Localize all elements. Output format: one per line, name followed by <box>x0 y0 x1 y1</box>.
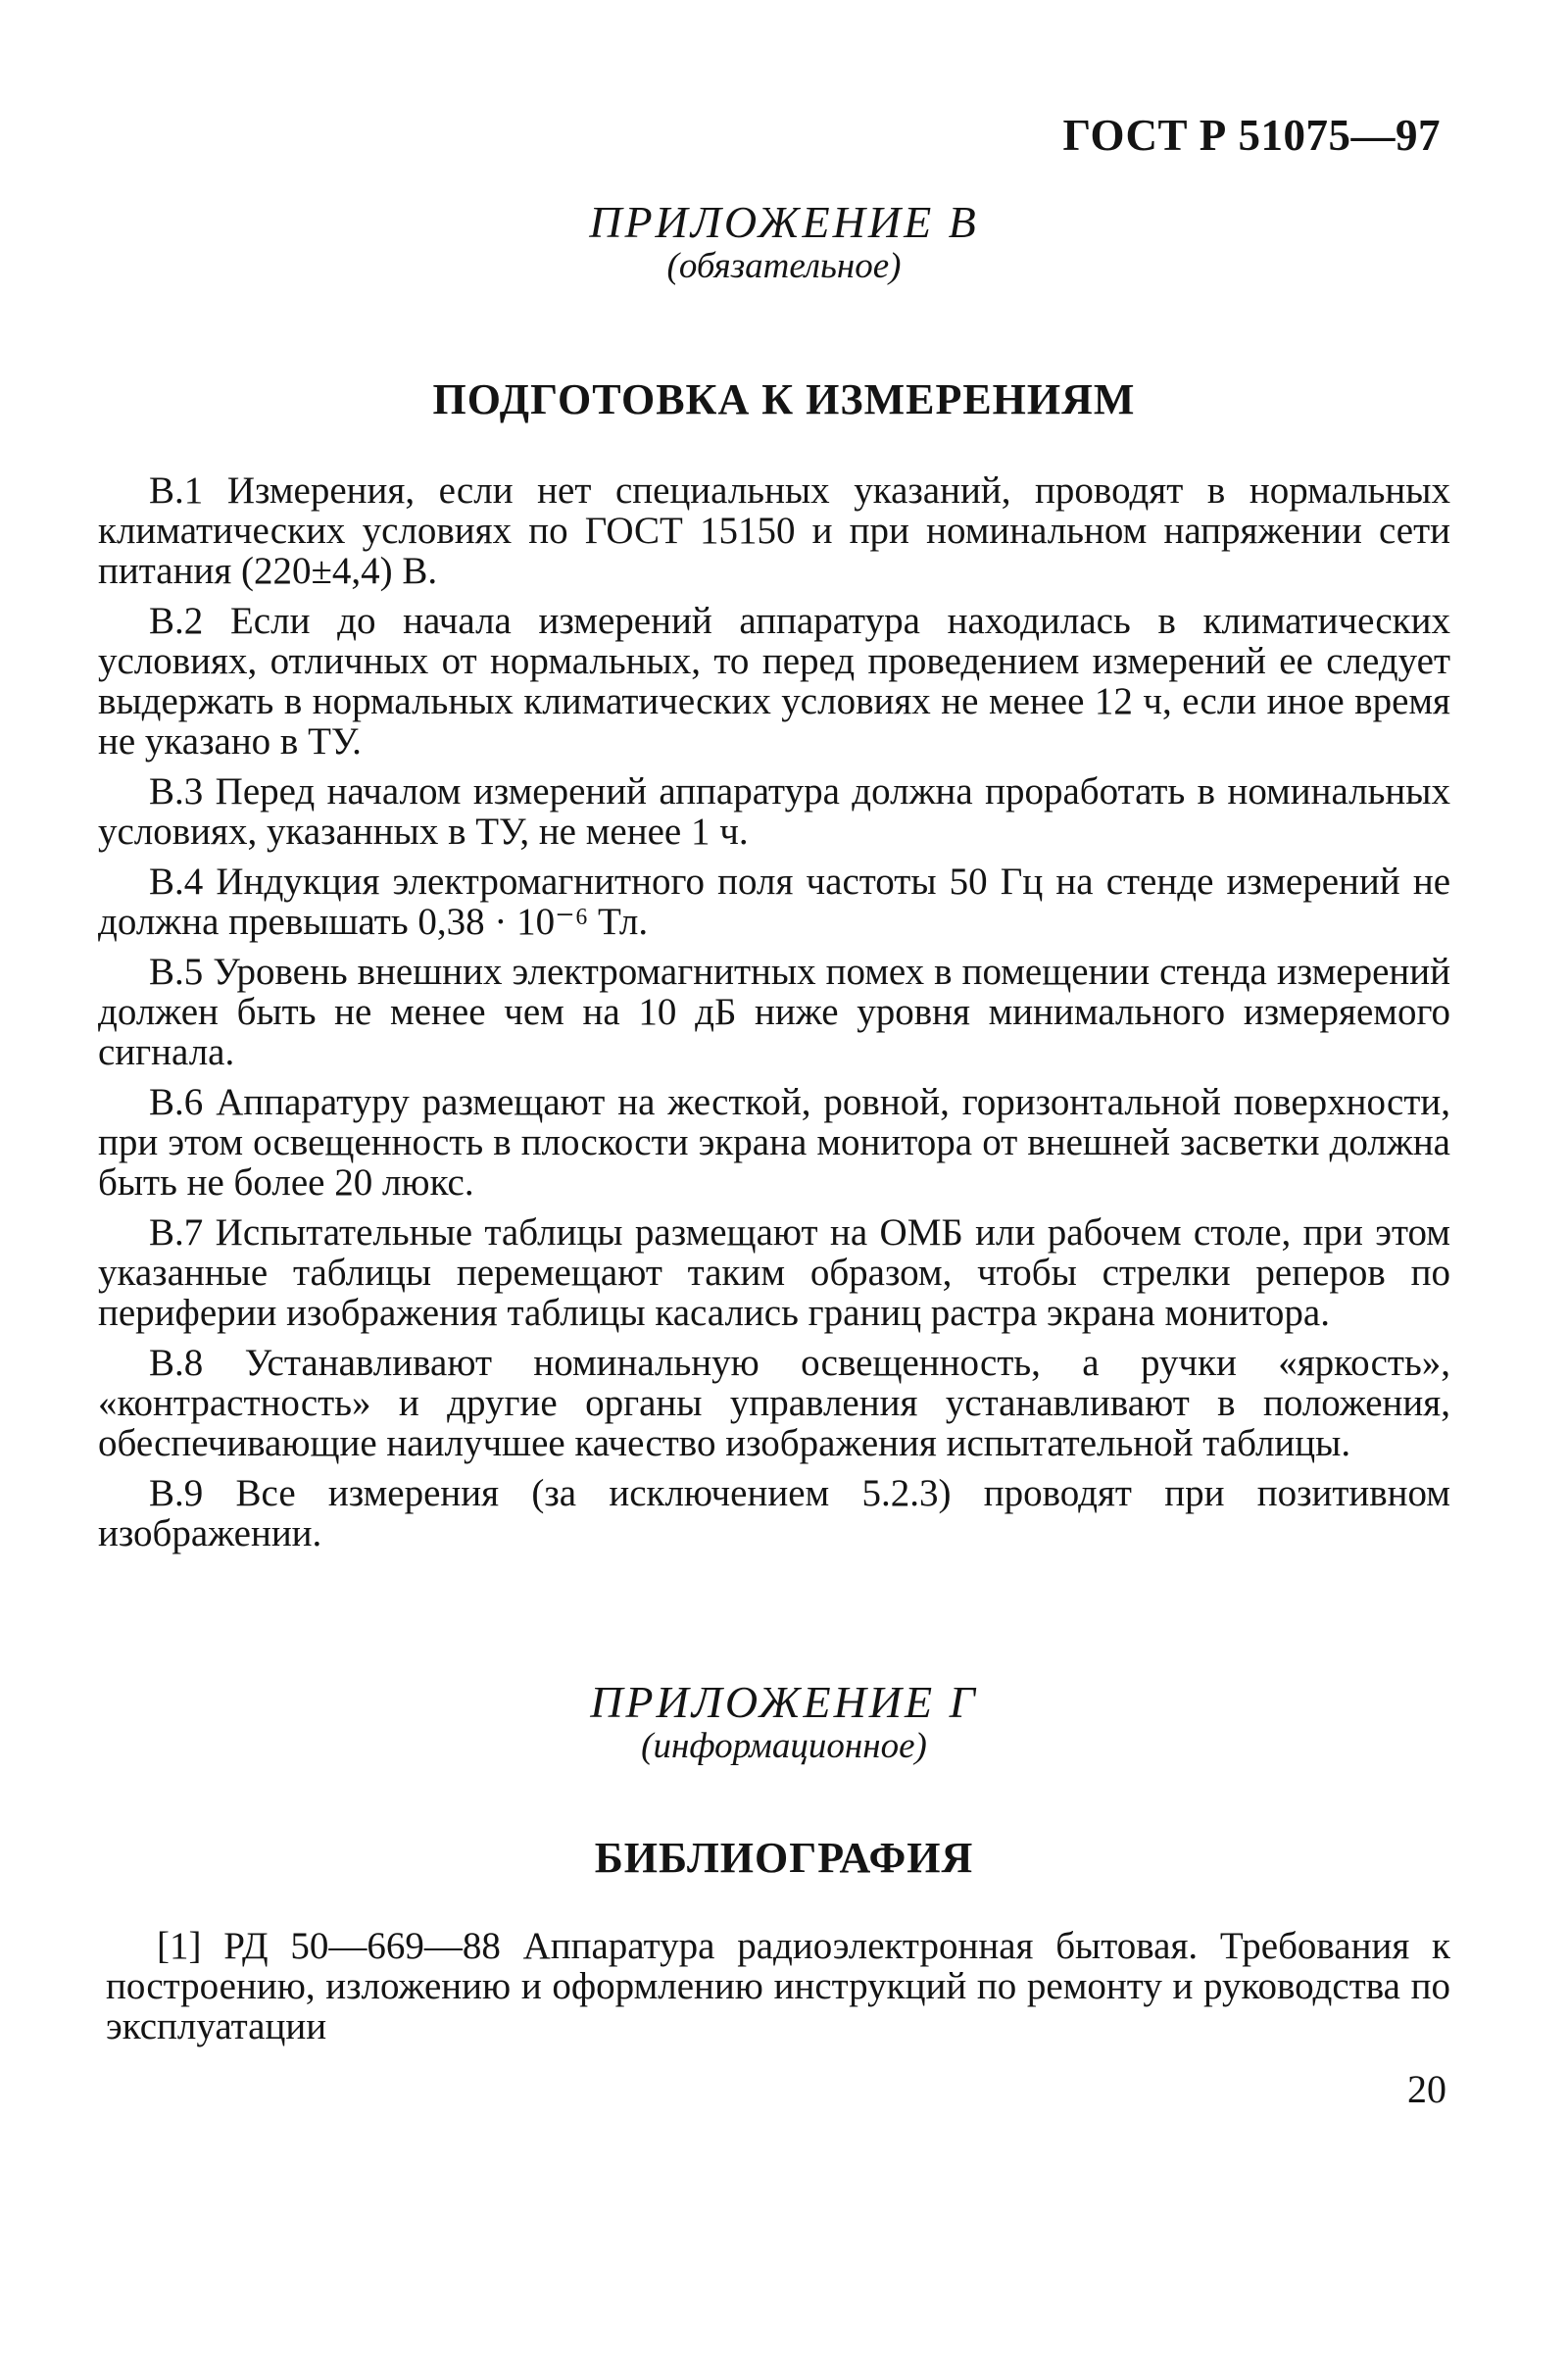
appendix-b-title: ПРИЛОЖЕНИЕ В <box>589 197 979 247</box>
bibliography-list <box>106 1926 1450 2046</box>
paragraph-b5: В.5 Уровень внешних электромагнитных помех в помещении стенда измерений должен быть не менее чем на 10 дБ ниже уровня минимального измеряемого сигнала. <box>98 951 1450 1073</box>
paragraph-b4: В.4 Индукция электромагнитного поля частоты 50 Гц на стенде измерений не должна превышать 0,38 · 10⁻⁶ Тл. <box>98 861 1450 943</box>
paragraph-b7: В.7 Испытательные таблицы размещают на ОМБ или рабочем столе, при этом указанные таблицы перемещают таким образом, чтобы стрелки реперов по периферии изображения таблицы касались границ растра экрана монитора. <box>98 1211 1450 1334</box>
paragraph-b1: В.1 Измерения, если нет специальных указаний, проводят в нормальных климатических условиях по ГОСТ 15150 и при номинальном напряжении сети питания (220±4,4) В. <box>98 469 1450 592</box>
appendix-g-title: ПРИЛОЖЕНИЕ Г <box>590 1677 978 1727</box>
appendix-b-body <box>98 470 1450 1563</box>
paragraph-b9: В.9 Все измерения (за исключением 5.2.3) проводят при позитивном изображении. <box>98 1472 1450 1554</box>
appendix-b-heading: ПОДГОТОВКА К ИЗМЕРЕНИЯМ <box>432 375 1136 423</box>
paragraph-b2: В.2 Если до начала измерений аппаратура находилась в климатических условиях, отличных от нормальных, то перед проведением измерений ее следует выдержать в нормальных климатических условиях не менее 12 ч, если иное время не указано в ТУ. <box>98 600 1450 763</box>
standard-designation: ГОСТ Р 51075—97 <box>1062 111 1441 160</box>
paragraph-b6: В.6 Аппаратуру размещают на жесткой, ровной, горизонтальной поверхности, при этом освещенность в плоскости экрана монитора от внешней засветки должна быть не более 20 люкс. <box>98 1081 1450 1204</box>
appendix-b-status: (обязательное) <box>666 246 902 286</box>
bibliography-entry: [1] РД 50—669—88 Аппаратура радиоэлектронная бытовая. Требования к построению, изложению и оформлению инструкций по ремонту и руководства по эксплуатации <box>106 1925 1450 2047</box>
appendix-g-heading: БИБЛИОГРАФИЯ <box>594 1834 974 1882</box>
appendix-g-status: (информационное) <box>641 1726 927 1766</box>
paragraph-b8: В.8 Устанавливают номинальную освещенность, а ручки «яркость», «контрастность» и другие органы управления устанавливают в положения, обеспечивающие наилучшее качество изображения испытательной таблицы. <box>98 1342 1450 1464</box>
page-number: 20 <box>1407 2067 1446 2111</box>
paragraph-b3: В.3 Перед началом измерений аппаратура должна проработать в номинальных условиях, указанных в ТУ, не менее 1 ч. <box>98 770 1450 853</box>
